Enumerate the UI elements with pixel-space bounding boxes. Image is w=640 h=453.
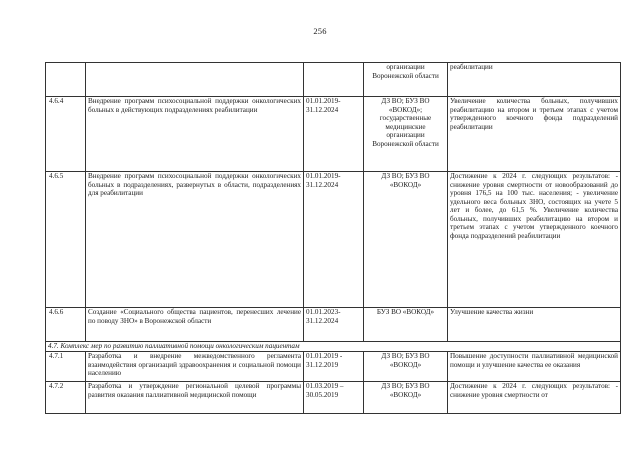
table-row — [46, 352, 621, 382]
row-number — [46, 63, 86, 97]
row-number: 4.7.2 — [46, 382, 86, 414]
row-number: 4.7.1 — [46, 352, 86, 382]
row-number: 4.6.5 — [46, 172, 86, 308]
page-number: 256 — [313, 26, 327, 36]
table-row — [46, 63, 621, 97]
result-cell: Достижение к 2024 г. следующих результатов: - снижение уровня смертности от — [448, 382, 621, 414]
dates-cell: 01.03.2019 – 30.05.2019 — [304, 382, 364, 414]
executor-cell: ДЗ ВО; БУЗ ВО «ВОКОД» — [364, 382, 448, 414]
dates-cell: 01.01.2019-31.12.2024 — [304, 172, 364, 308]
table-row — [46, 172, 621, 308]
activity-cell: Разработка и внедрение межведомственного регламента взаимодействия организаций здравоохранения и социальной помощи населению — [86, 352, 304, 382]
executor-cell: ДЗ ВО; БУЗ ВО «ВОКОД» — [364, 352, 448, 382]
dates-cell: 01.01.2019-31.12.2024 — [304, 97, 364, 172]
result-cell: реабилитации — [448, 63, 621, 97]
dates-cell — [304, 63, 364, 97]
activity-cell: Создание «Социального общества пациентов, перенесших лечение по поводу ЗНО» в Воронежской области — [86, 308, 304, 342]
activity-cell — [86, 63, 304, 97]
dates-cell: 01.01.2019 - 31.12.2019 — [304, 352, 364, 382]
result-cell: Достижение к 2024 г. следующих результатов: - снижение уровня смертности от новообразований до уровня 176,5 на 100 тыс. населения; - увеличение удельного веса больных ЗНО, состоящих на учете 5 лет и более, до 61,5 %. Увеличение количества больных, получивших реабилитацию на втором и третьем этапах с учетом утвержденного коечного фонда подразделений реабилитации — [448, 172, 621, 308]
section-row — [46, 342, 621, 352]
section-heading: 4.7. Комплекс мер по развитию паллиативной помощи онкологическим пациентам — [46, 342, 621, 352]
result-cell: Улучшение качества жизни — [448, 308, 621, 342]
table-row — [46, 97, 621, 172]
executor-cell: ДЗ ВО; БУЗ ВО «ВОКОД»; государственные медицинские организации Воронежской области — [364, 97, 448, 172]
table-row — [46, 308, 621, 342]
result-cell: Повышение доступности паллиативной медицинской помощи и улучшение качества ее оказания — [448, 352, 621, 382]
executor-cell: организации Воронежской области — [364, 63, 448, 97]
result-cell: Увеличение количества больных, получивших реабилитацию на втором и третьем этапах с учетом утвержденного коечного фонда подразделений реабилитации — [448, 97, 621, 172]
plan-table — [45, 62, 621, 414]
activity-cell: Разработка и утверждение региональной целевой программы развития оказания паллиативной медицинской помощи — [86, 382, 304, 414]
dates-cell: 01.01.2023-31.12.2024 — [304, 308, 364, 342]
table-row — [46, 382, 621, 414]
row-number: 4.6.4 — [46, 97, 86, 172]
activity-cell: Внедрение программ психосоциальной поддержки онкологических больных в подразделениях, развернутых в области, подразделениях для реабилитации — [86, 172, 304, 308]
activity-cell: Внедрение программ психосоциальной поддержки онкологических больных в действующих подразделениях реабилитации — [86, 97, 304, 172]
row-number: 4.6.6 — [46, 308, 86, 342]
executor-cell: ДЗ ВО; БУЗ ВО «ВОКОД» — [364, 172, 448, 308]
executor-cell: БУЗ ВО «ВОКОД» — [364, 308, 448, 342]
